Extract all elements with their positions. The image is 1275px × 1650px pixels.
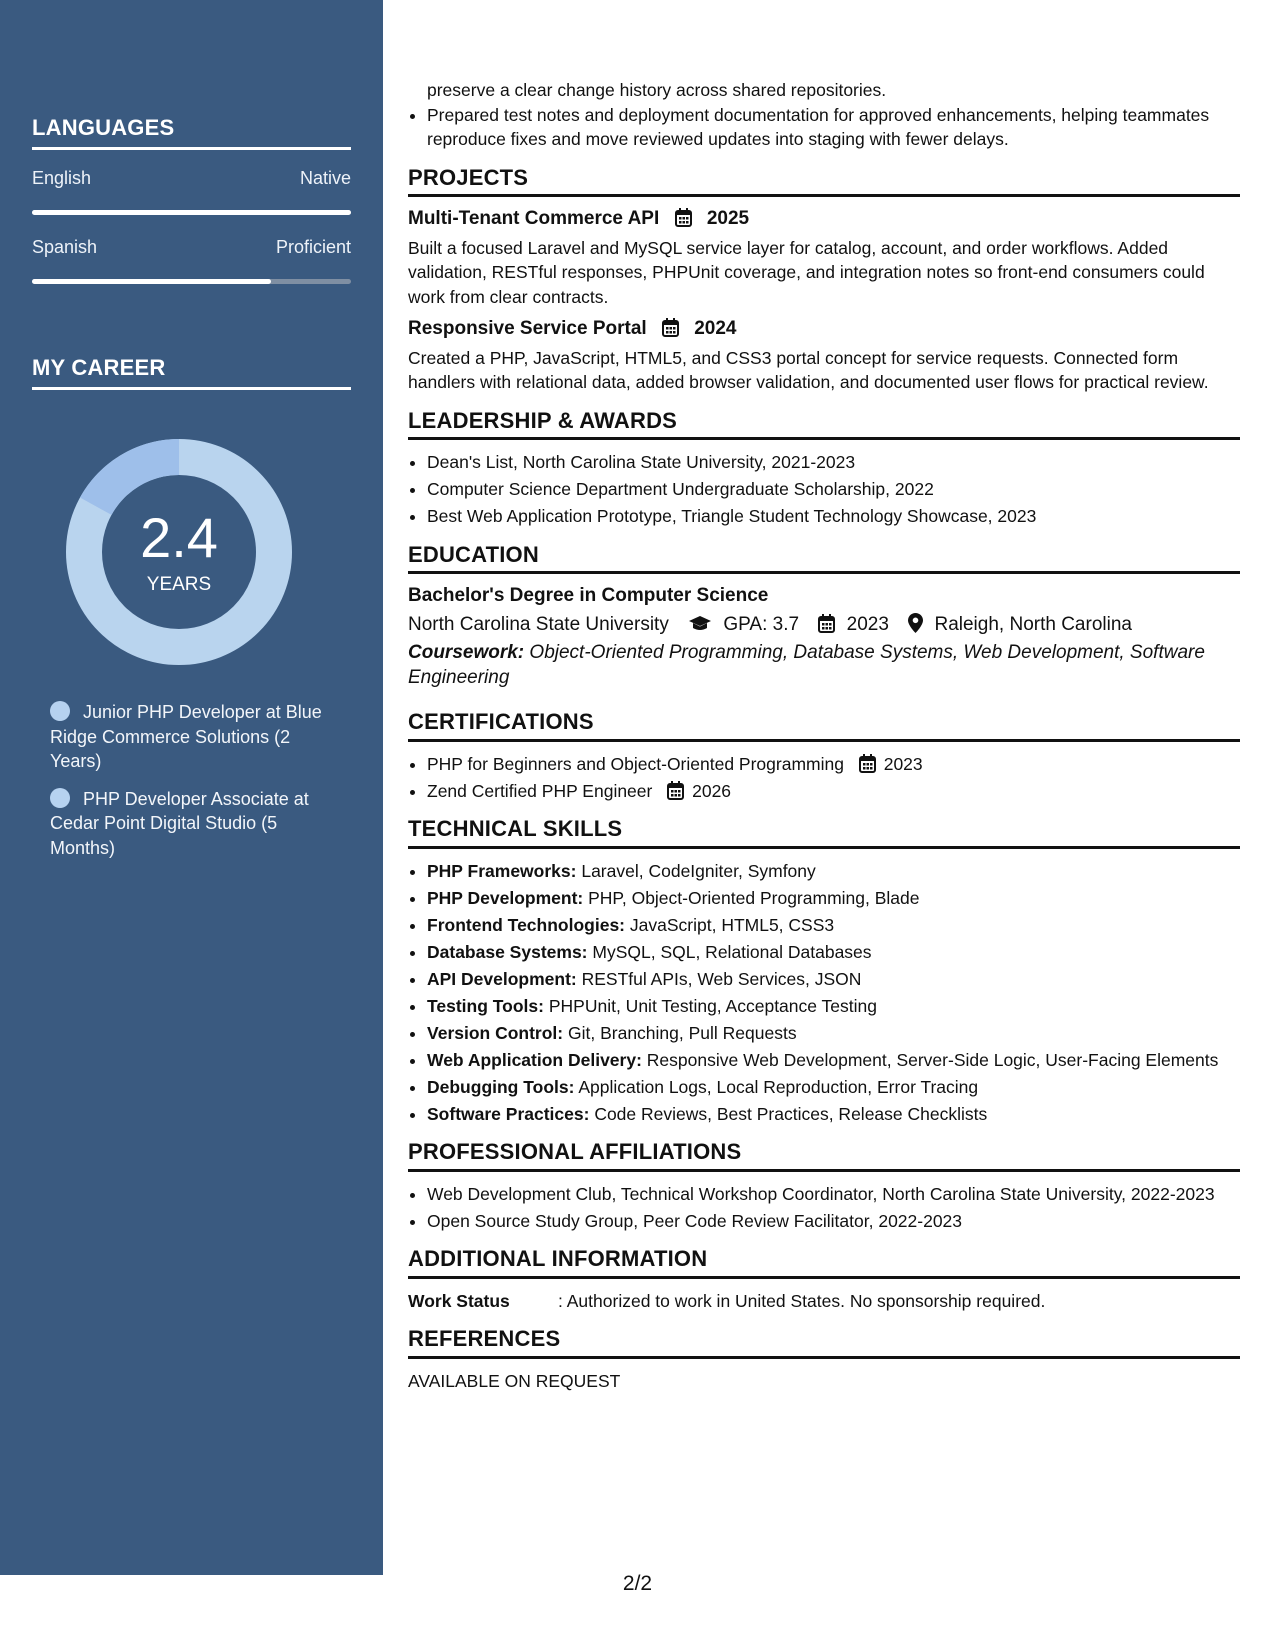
skills-list — [408, 859, 1240, 1127]
calendar-icon — [662, 318, 679, 337]
list-item: • Computer Science Department Undergraduate Scholarship, 2022 — [427, 477, 1240, 502]
language-bar-fill — [32, 210, 351, 215]
project-title: Responsive Service Portal 2024 — [408, 318, 737, 339]
language-row-english — [32, 168, 351, 189]
skills-heading: TECHNICAL SKILLS — [408, 817, 1240, 849]
list-item: • Zend Certified PHP Engineer 2026 — [427, 779, 1240, 804]
coursework-list: Object-Oriented Programming, Database Systems, Web Development, Software Engineering — [408, 642, 1205, 688]
project-year: 2025 — [706, 208, 750, 229]
graduation-cap-icon — [688, 615, 712, 633]
skill-item: • PHP Frameworks: Laravel, CodeIgniter, Symfony — [427, 859, 1240, 884]
references-heading: REFERENCES — [408, 1327, 1240, 1359]
list-item: • Dean's List, North Carolina State University, 2021-2023 — [427, 450, 1240, 475]
certifications-list — [408, 752, 1240, 804]
calendar-icon — [667, 781, 684, 800]
certification-year: 2023 — [883, 753, 923, 774]
school-name: North Carolina State University — [408, 613, 669, 635]
career-total-unit: YEARS — [146, 574, 212, 595]
leadership-list — [408, 450, 1240, 529]
affiliations-heading: PROFESSIONAL AFFILIATIONS — [408, 1140, 1240, 1172]
language-level: Native — [299, 168, 351, 188]
career-list — [50, 700, 340, 873]
list-item: • PHP for Beginners and Object-Oriented Programming 2023 — [427, 752, 1240, 777]
main-content — [408, 78, 1240, 1393]
additional-info-heading: ADDITIONAL INFORMATION — [408, 1247, 1240, 1279]
skill-item: • Software Practices: Code Reviews, Best Practices, Release Checklists — [427, 1102, 1240, 1127]
skill-item: • PHP Development: PHP, Object-Oriented Programming, Blade — [427, 886, 1240, 911]
list-item: • Open Source Study Group, Peer Code Review Facilitator, 2022-2023 — [427, 1209, 1240, 1234]
bullet-dot-icon — [50, 788, 70, 808]
list-item: • Best Web Application Prototype, Triangle Student Technology Showcase, 2023 — [427, 504, 1240, 529]
calendar-icon — [859, 754, 876, 773]
certification-year: 2026 — [692, 780, 732, 801]
language-bar-spanish — [32, 279, 351, 284]
language-row-spanish — [32, 237, 351, 258]
bullet-dot-icon — [50, 701, 70, 721]
page-number: 2/2 — [622, 1572, 653, 1595]
language-bar-fill — [32, 279, 271, 284]
skill-item: • Web Application Delivery: Responsive Web Development, Server-Side Logic, User-Facing Elements — [427, 1048, 1240, 1073]
languages-heading: LANGUAGES — [32, 115, 351, 150]
career-entry: Junior PHP Developer at Blue Ridge Commerce Solutions (2 Years) — [50, 702, 322, 771]
coursework-label: Coursework: — [408, 642, 525, 663]
calendar-icon — [818, 614, 835, 633]
map-pin-icon — [908, 613, 923, 633]
sidebar — [0, 0, 383, 1575]
school-location: Raleigh, North Carolina — [934, 613, 1132, 635]
experience-bullets — [408, 103, 1240, 152]
skill-item: • Database Systems: MySQL, SQL, Relational Databases — [427, 940, 1240, 965]
project-year: 2024 — [694, 318, 737, 339]
work-status-value: : Authorized to work in United States. No sponsorship required. — [558, 1290, 1046, 1311]
education-heading: EDUCATION — [408, 543, 1240, 575]
list-item: • Web Development Club, Technical Workshop Coordinator, North Carolina State University, 2022-2023 — [427, 1182, 1240, 1207]
skill-item: • Debugging Tools: Application Logs, Local Reproduction, Error Tracing — [427, 1075, 1240, 1100]
language-level: Proficient — [275, 237, 351, 257]
projects-heading: PROJECTS — [408, 166, 1240, 198]
coursework — [408, 641, 1240, 690]
language-name: Spanish — [32, 237, 98, 257]
project-title: Multi-Tenant Commerce API 2025 — [408, 208, 750, 229]
skill-item: • Testing Tools: PHPUnit, Unit Testing, Acceptance Testing — [427, 994, 1240, 1019]
career-heading: MY CAREER — [32, 355, 351, 390]
skill-item: • Version Control: Git, Branching, Pull Requests — [427, 1021, 1240, 1046]
language-name: English — [32, 168, 92, 188]
references-text: AVAILABLE ON REQUEST — [408, 1370, 621, 1391]
calendar-icon — [675, 208, 692, 227]
skill-item: • Frontend Technologies: JavaScript, HTML5, CSS3 — [427, 913, 1240, 938]
work-status-label: Work Status — [408, 1290, 510, 1311]
leadership-heading: LEADERSHIP & AWARDS — [408, 409, 1240, 441]
project-description: Built a focused Laravel and MySQL service layer for catalog, account, and order workflows. Added validation, RESTful responses, PHPUnit coverage, and integration notes so front-end consumers could work from clear contracts. — [408, 237, 1205, 307]
education-details — [408, 613, 1240, 638]
career-entry: PHP Developer Associate at Cedar Point Digital Studio (5 Months) — [50, 788, 309, 858]
experience-continued-line: preserve a clear change history across shared repositories. — [427, 80, 887, 100]
project-description: Created a PHP, JavaScript, HTML5, and CSS3 portal concept for service requests. Connected form handlers with relational data, added browser validation, and documented user flows for practical review. — [408, 347, 1209, 392]
list-item: • Prepared test notes and deployment documentation for approved enhancements, helping teammates reproduce fixes and move reviewed updates into staging with fewer delays. — [427, 103, 1240, 152]
language-bar-english — [32, 210, 351, 215]
certifications-heading: CERTIFICATIONS — [408, 710, 1240, 742]
gpa: GPA: 3.7 — [723, 613, 800, 635]
degree: Bachelor's Degree in Computer Science — [408, 585, 769, 606]
skill-item: • API Development: RESTful APIs, Web Services, JSON — [427, 967, 1240, 992]
work-status — [408, 1289, 1240, 1314]
career-total-value: 2.4 — [140, 506, 218, 569]
affiliations-list — [408, 1182, 1240, 1234]
graduation-year: 2023 — [846, 613, 889, 635]
